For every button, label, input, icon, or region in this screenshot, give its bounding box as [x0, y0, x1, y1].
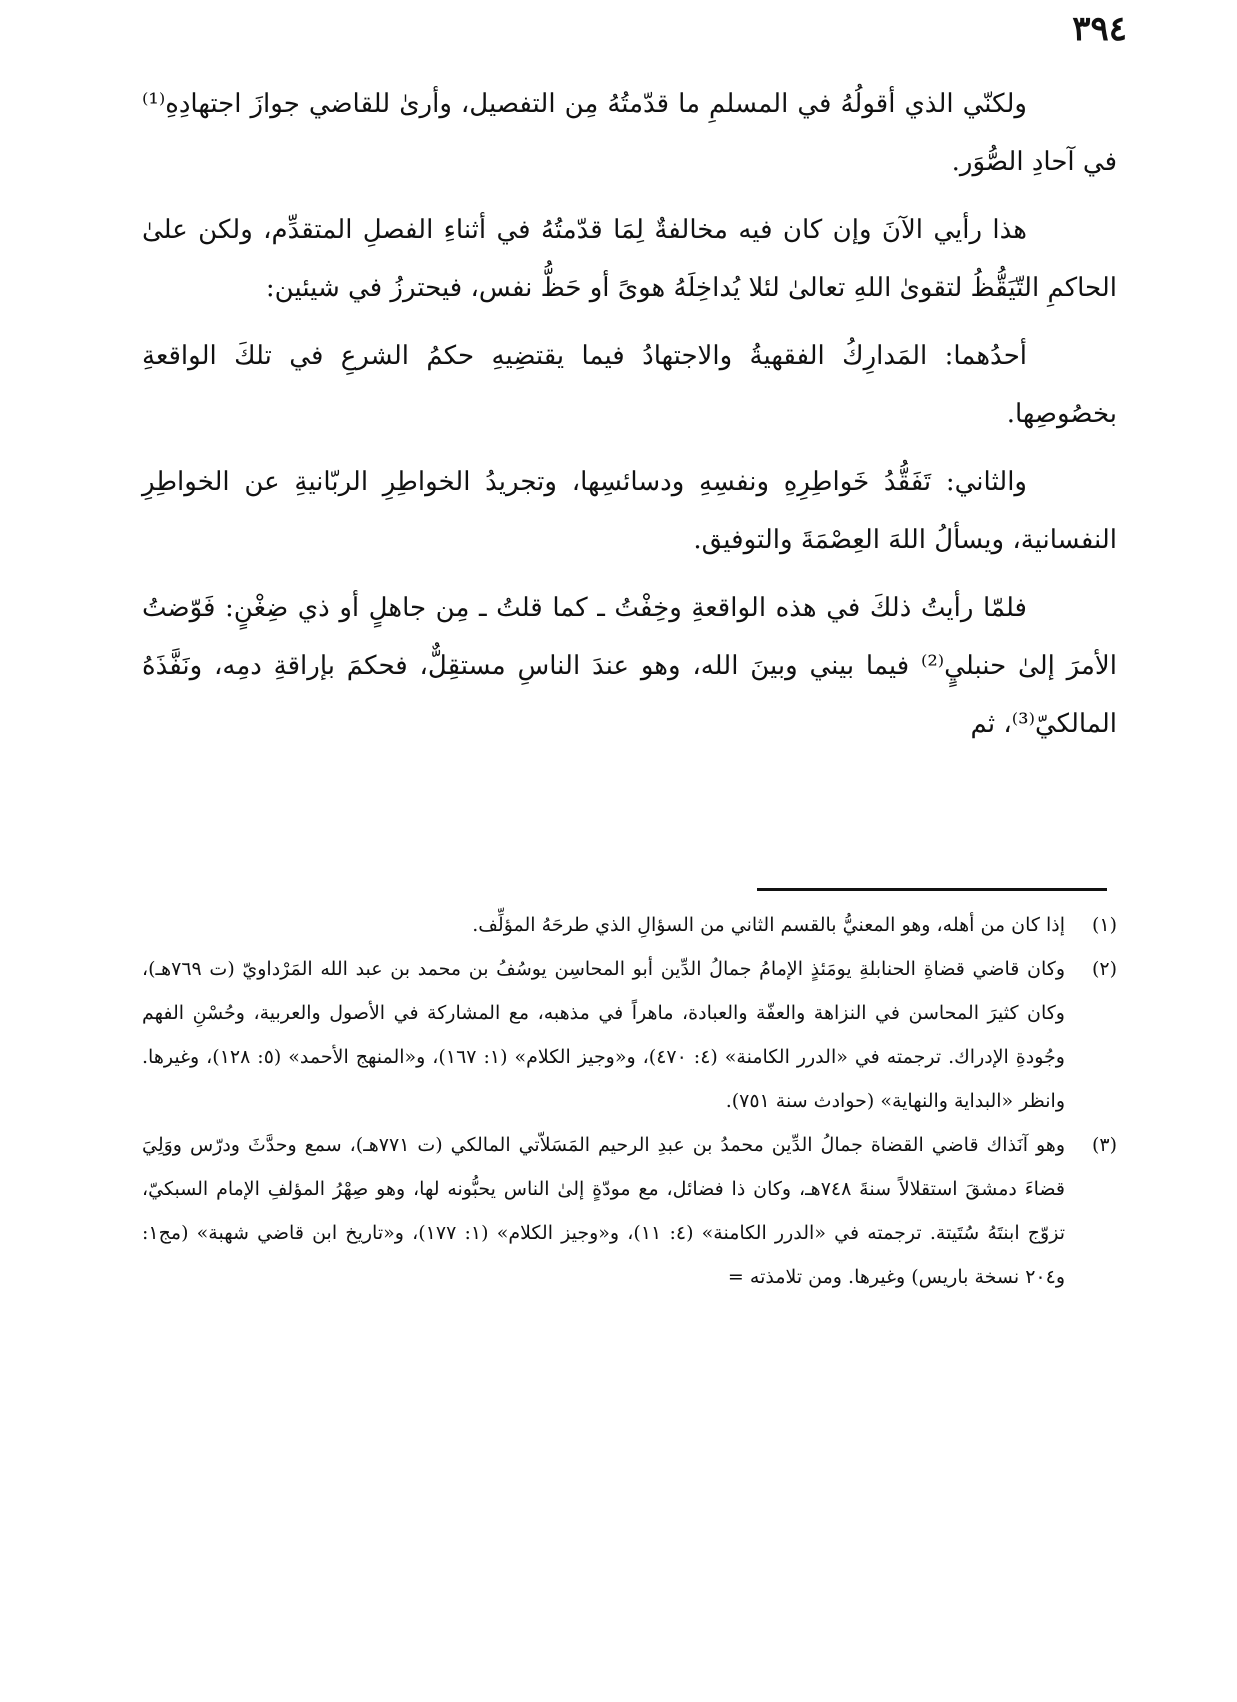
- footnote-text: إذا كان من أهله، وهو المعنيُّ بالقسم الثاني من السؤالِ الذي طرحَهُ المؤلِّف.: [472, 914, 1065, 936]
- footnote-number: (١): [1091, 914, 1117, 936]
- page-number: ٣٩٤: [1072, 9, 1127, 49]
- footnote-1: [142, 903, 1117, 947]
- paragraph: هذا رأيي الآنَ وإن كان فيه مخالفةٌ لِمَا قدّمتُهُ في أثناءِ الفصلِ المتقدِّم، ولكن علىٰ الحاكمِ التّيَقُّظُ لتقوىٰ اللهِ تعالىٰ لئلا يُداخِلَهُ هوىً أو حَظُّ نفس، فيحترزُ في شيئين:: [142, 215, 1117, 303]
- main-text: [142, 75, 1117, 763]
- footnote-number: (٣): [1091, 1134, 1117, 1156]
- footnote-text: وكان قاضي قضاةِ الحنابلةِ يومَئذٍ الإمامُ جمالُ الدِّين أبو المحاسِن يوسُفُ بن محمد بن عبد الله المَرْداويّ (ت ٧٦٩هـ)، وكان كثيرَ المحاسن في النزاهة والعفّة والعبادة، ماهراً في مذهبه، مع المشاركة في الأصول والعربية، وحُسْنِ الفهم وجُودةِ الإدراك. ترجمته في «الدرر الكامنة» (٤: ٤٧٠)، و«وجيز الكلام» (١: ١٦٧)، و«المنهج الأحمد» (٥: ١٢٨)، وغيرها. وانظر «البداية والنهاية» (حوادث سنة ٧٥١).: [142, 958, 1065, 1112]
- footnote-divider: [757, 888, 1107, 891]
- footnote-2: [142, 947, 1117, 1123]
- footnotes: [142, 903, 1117, 1299]
- paragraph: أحدُهما: المَدارِكُ الفقهيةُ والاجتهادُ فيما يقتضِيهِ حكمُ الشرعِ في تلكَ الواقعةِ بخصُوصِها.: [142, 341, 1117, 429]
- footnote-text: وهو آنَذاك قاضي القضاة جمالُ الدِّين محمدُ بن عبدِ الرحيم المَسَلاّتي المالكي (ت ٧٧١هـ)، سمع وحدَّثَ ودرّس ووَلِيَ قضاءَ دمشقَ استقلالاً سنةَ ٧٤٨هـ، وكان ذا فضائل، مع مودّةٍ إلىٰ الناس يحبُّونه لها، وهو صِهْرُ المؤلفِ الإمام السبكيّ، تزوّج ابنتَهُ سُتَيتة. ترجمته في «الدرر الكامنة» (٤: ١١)، و«وجيز الكلام» (١: ١٧٧)، و«تاريخ ابن قاضي شهبة» (مج١: و٢٠٤ نسخة باريس) وغيرها. ومن تلامذته =: [142, 1134, 1065, 1288]
- paragraph: ولكنّي الذي أقولُهُ في المسلمِ ما قدّمتُهُ مِن التفصيل، وأرىٰ للقاضي جوازَ اجتهادِهِ⁽¹⁾ في آحادِ الصُّوَر.: [142, 89, 1117, 177]
- footnote-number: (٢): [1091, 958, 1117, 980]
- paragraph: والثاني: تَفَقُّدُ خَواطِرِهِ ونفسِهِ ودسائسِها، وتجريدُ الخواطِرِ الربّانيةِ عن الخواطِرِ النفسانية، ويسألُ اللهَ العِصْمَةَ والتوفيق.: [142, 467, 1117, 555]
- footnote-3: [142, 1123, 1117, 1299]
- paragraph: فلمّا رأيتُ ذلكَ في هذه الواقعةِ وخِفْتُ ـ كما قلتُ ـ مِن جاهلٍ أو ذي ضِغْنٍ: فَوّضتُ الأمرَ إلىٰ حنبليٍ⁽²⁾ فيما بيني وبينَ الله، وهو عندَ الناسِ مستقِلٌّ، فحكمَ بإراقةِ دمِه، ونَفَّذَهُ المالكيّ⁽³⁾، ثم: [142, 593, 1117, 739]
